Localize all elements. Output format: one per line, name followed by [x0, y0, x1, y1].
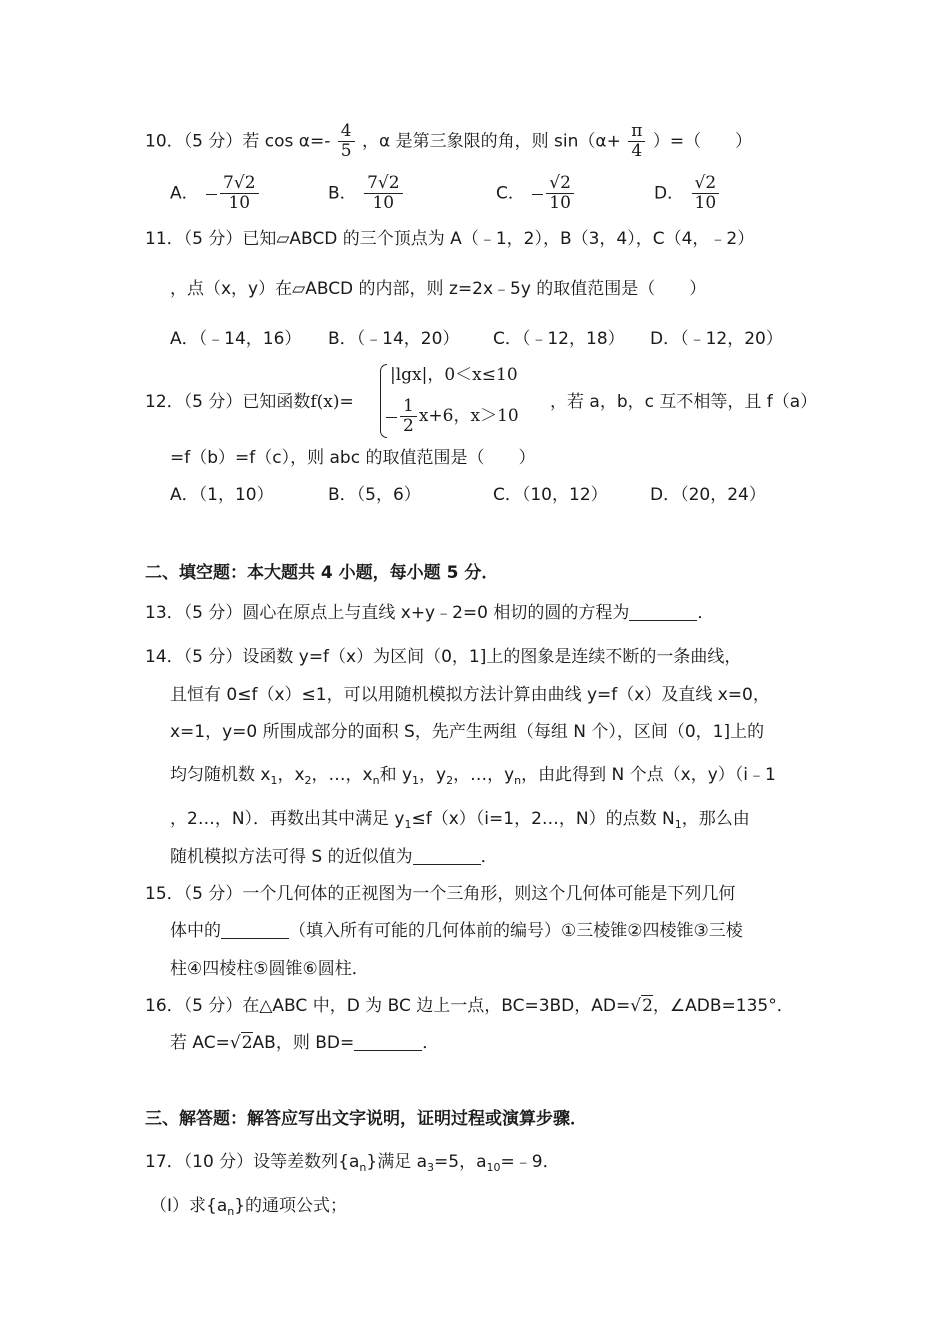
q11-option-c: C．（﹣12，18）	[493, 329, 625, 349]
q10-option-d: D． $\frac{√2}{10}$	[654, 174, 721, 213]
q11-option-d: D．（﹣12，20）	[650, 329, 783, 349]
q12-option-c: C．（10，12）	[493, 485, 608, 505]
q14-line-1: 14．（5 分）设函数 y=f（x）为区间（0，1]上的图象是连续不断的一条曲线，	[145, 647, 742, 667]
q12-condition: ，若 a，b，c 互不相等，且 f（a）	[550, 392, 818, 412]
q10-option-c: C． $\frac{√2}{10}$	[496, 174, 576, 213]
q15-answer-blank[interactable]	[221, 920, 289, 939]
q11-option-a: A．（﹣14，16）	[170, 329, 302, 349]
q11-line-2: ，点（x，y）在▱ABCD 的内部，则 z=2x﹣5y 的取值范围是（ ）	[170, 279, 707, 299]
q10-option-b: B． $\frac{7√2}{10}$	[328, 174, 405, 213]
fraction-pi-4: $\frac{\pi}{4}$	[628, 122, 645, 161]
q13-line: 13．（5 分）圆心在原点上与直线 x+y﹣2=0 相切的圆的方程为 ．	[145, 603, 715, 623]
q16-answer-blank[interactable]	[354, 1032, 422, 1051]
piecewise-brace	[380, 364, 387, 438]
section-fill-in-heading: 二、填空题：本大题共 4 小题，每小题 5 分．	[145, 563, 499, 583]
q13-answer-blank[interactable]	[629, 602, 697, 621]
fraction-4-5: $\frac{4}{5}$	[338, 122, 355, 161]
q11-line-1: 11．（5 分）已知▱ABCD 的三个顶点为 A（﹣1，2），B（3，4），C（4，﹣2）	[145, 229, 755, 249]
q15-line-2: 体中的 （填入所有可能的几何体前的编号）①三棱锥②四棱锥③三棱	[170, 921, 743, 941]
q10-option-a: A． $\frac{7√2}{10}$	[170, 174, 261, 213]
section-solution-heading: 三、解答题：解答应写出文字说明，证明过程或演算步骤．	[145, 1109, 587, 1129]
q12-option-b: B．（5，6）	[328, 485, 421, 505]
q12-prefix: 12．（5 分）已知函数f(x)=	[145, 392, 354, 412]
q15-line-3: 柱④四棱柱⑤圆锥⑥圆柱．	[170, 959, 369, 979]
q12-option-d: D．（20，24）	[650, 485, 766, 505]
q12-case-1: |lgx|，0＜x≤10	[390, 365, 518, 385]
q16-line-2: 若 AC=√2AB，则 BD= ．	[170, 1033, 440, 1053]
q14-line-3: x=1，y=0 所围成部分的面积 S，先产生两组（每组 N 个），区间（0，1]上的	[170, 722, 765, 742]
q12-line-2: =f（b）=f（c），则 abc 的取值范围是（ ）	[170, 448, 536, 468]
q17-line-1: 17．（10 分）设等差数列$\{a_n\}$满足 $a_3=5$，$a_{10}=﹣9$．	[145, 1152, 560, 1174]
q12-option-a: A．（1，10）	[170, 485, 274, 505]
q14-line-6: 随机模拟方法可得 S 的近似值为 ．	[170, 847, 498, 867]
q12-case-2: $\frac{1}{2}$ x+6，x＞10	[390, 397, 519, 436]
q10-line: 10．（5 分）若 cos α=- $\frac{4}{5}$ ，α 是第三象限的角，则 sin（α+ $\frac{\pi}{4}$ ）=（ ）	[145, 121, 753, 161]
q11-option-b: B．（﹣14，20）	[328, 329, 460, 349]
q14-line-5: ，2…，N）．再数出其中满足 $y_1\le f(x)(i=1$，2…，N）的点数 $N_1$，那么由	[170, 809, 750, 831]
q14-line-4: 均匀随机数 $x_1$，$x_2$，…，$x_n$和 $y_1$，$y_2$，…，$y_n$，由此得到 N 个点（x，y）（i﹣1	[170, 765, 776, 787]
q15-line-1: 15．（5 分）一个几何体的正视图为一个三角形，则这个几何体可能是下列几何	[145, 884, 736, 904]
q14-line-2: 且恒有 0≤f（x）≤1，可以用随机模拟方法计算由曲线 y=f（x）及直线 x=0，	[170, 685, 770, 705]
q14-answer-blank[interactable]	[413, 846, 481, 865]
q16-line-1: 16．（5 分）在△ABC 中，D 为 BC 边上一点，BC=3BD，AD=√2，∠ADB=135°．	[145, 996, 794, 1016]
q17-part-1: （Ⅰ）求$\{a_n\}$的通项公式；	[150, 1196, 348, 1218]
